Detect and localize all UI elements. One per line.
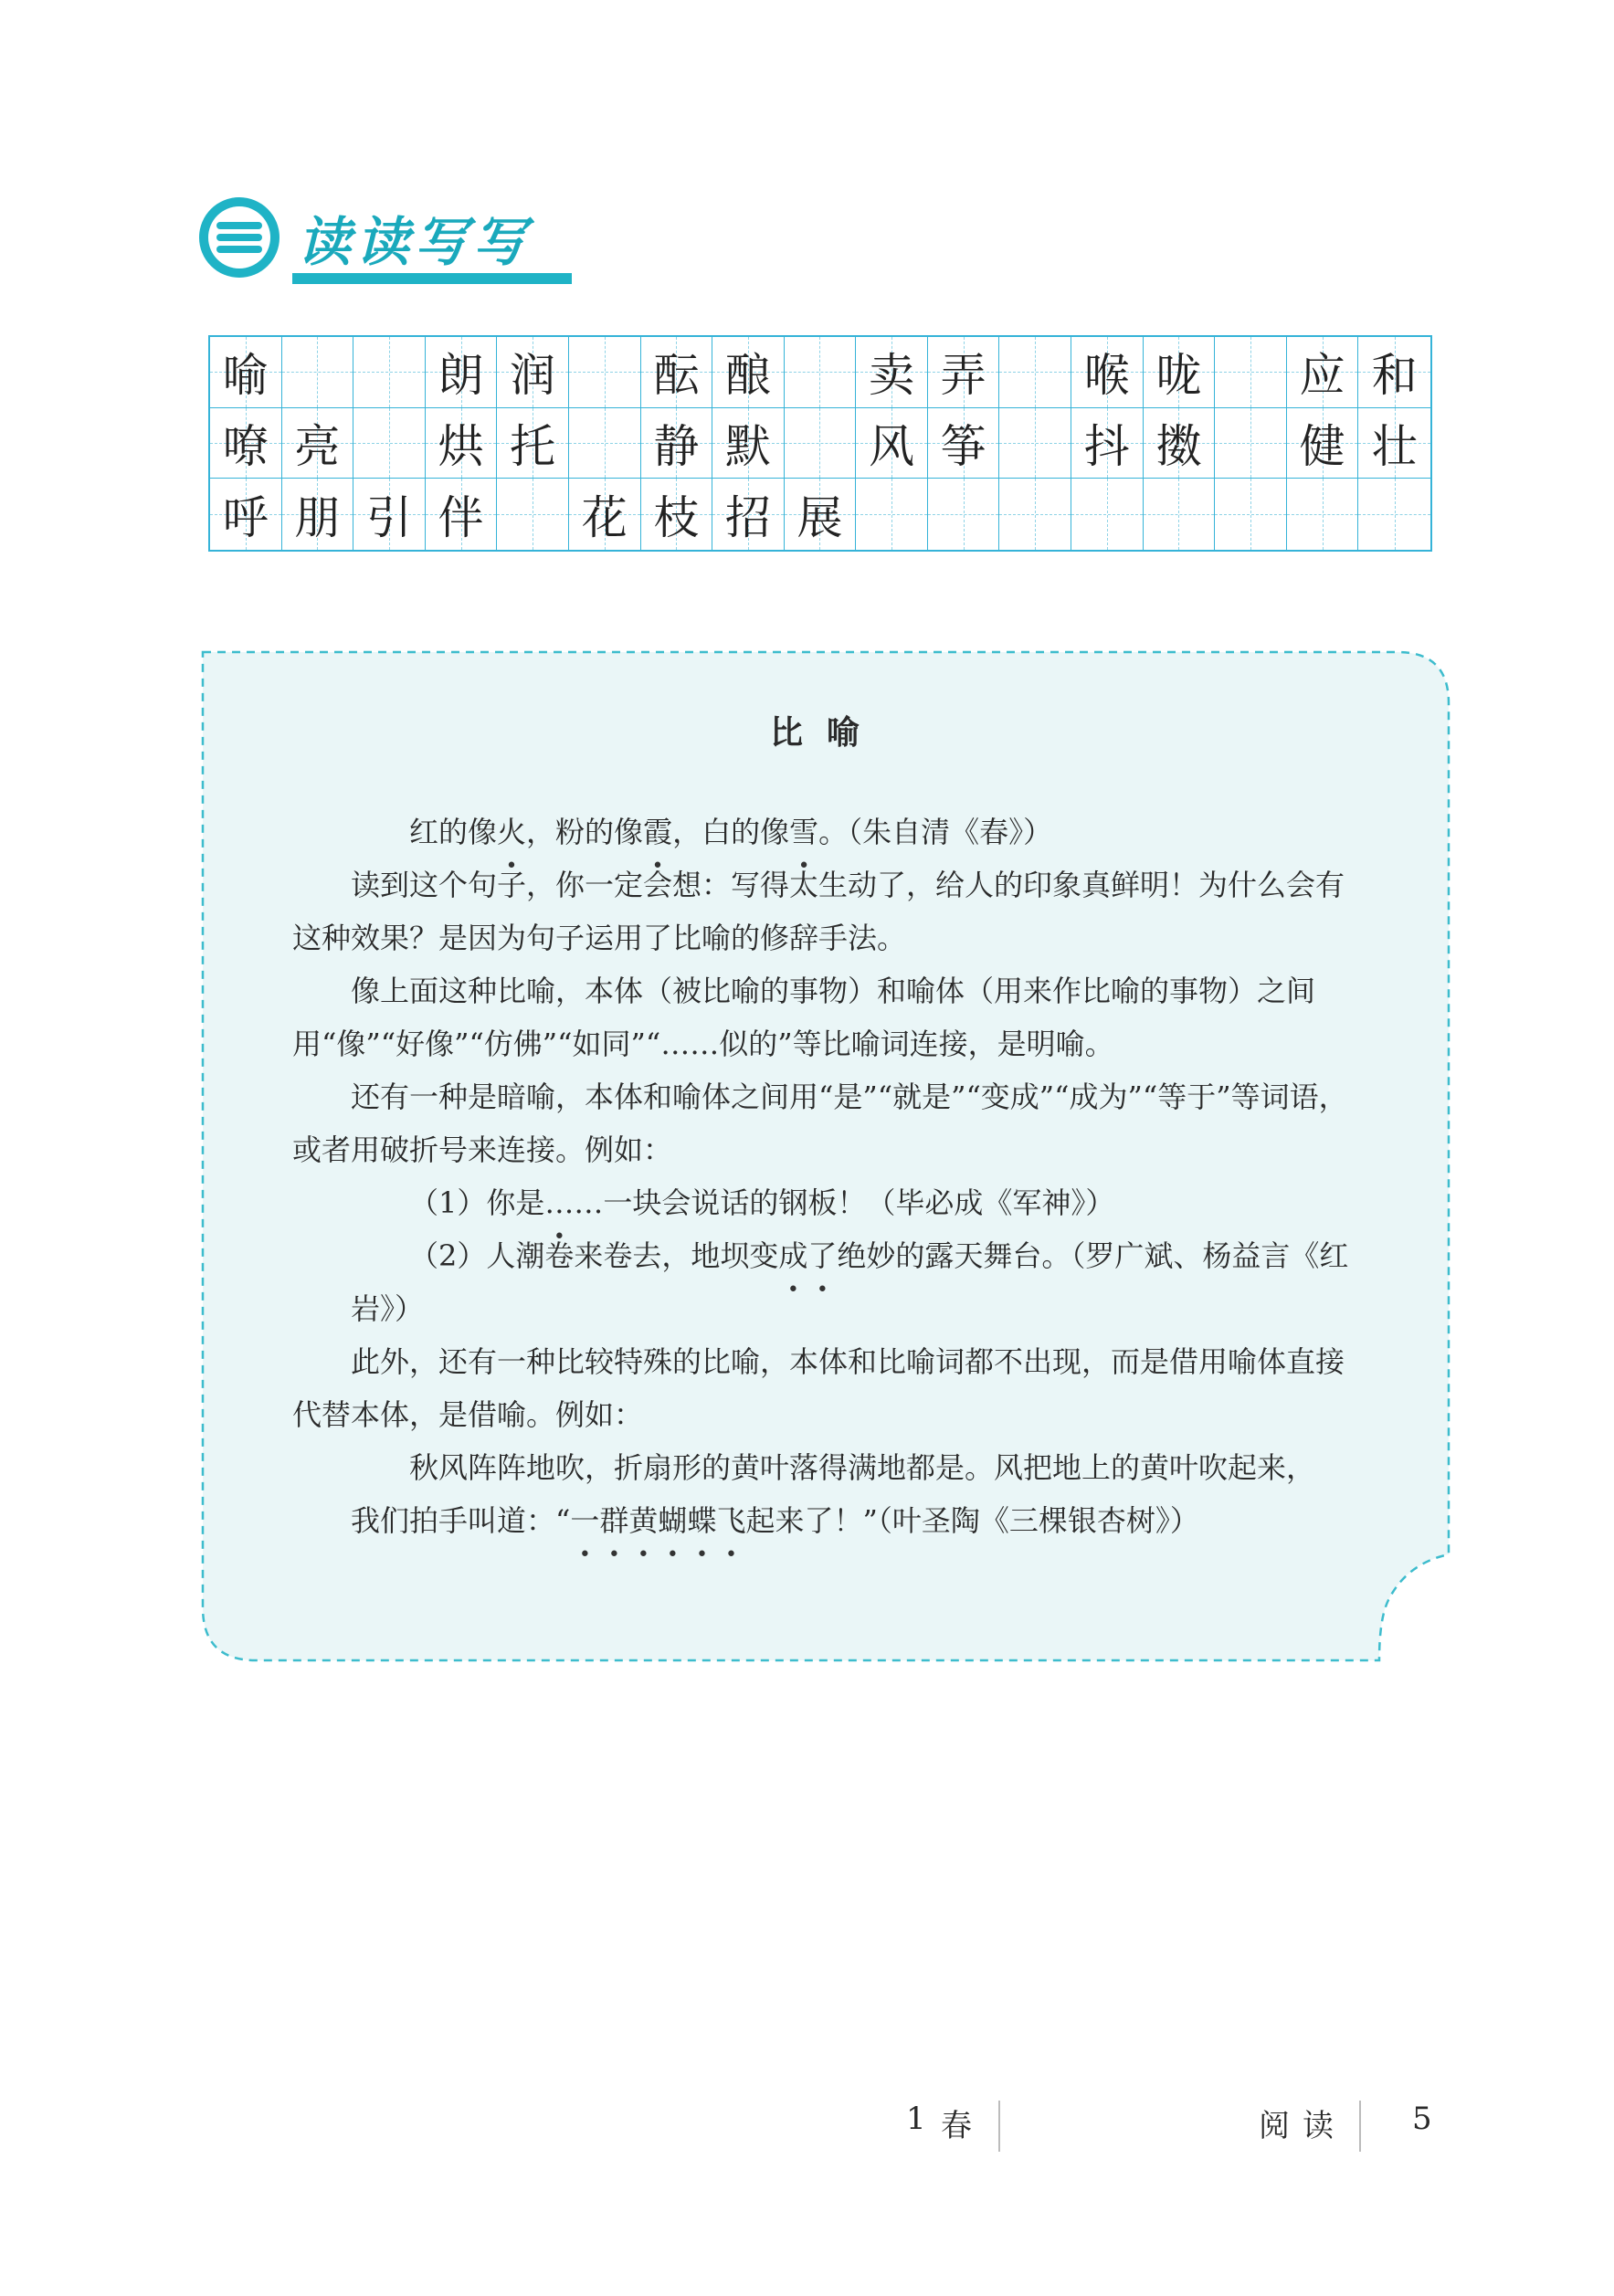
grid-character: 招 [724,491,771,545]
grid-cell [641,479,713,550]
info-box [201,650,1452,1664]
grid-cell [497,408,569,479]
grid-cell [353,337,426,408]
grid-character: 朋 [294,491,341,545]
grid-cell [1287,479,1359,550]
grid-character: 亮 [294,419,341,473]
grid-cell [497,337,569,408]
grid-cell [712,337,785,408]
footer-divider [1359,2101,1361,2152]
grid-cell [785,479,857,550]
paragraph-intro: 读到这个句子，你一定会想：写得太生动了，给人的印象真鲜明！为什么会有这种效果？是因为句子运用了比喻的修辞手法。 [292,868,1345,955]
grid-cell [1215,337,1287,408]
box-title: 比喻 [769,714,883,752]
section-title-underline [292,273,572,284]
grid-character: 托 [510,419,556,473]
grid-cell [1071,337,1144,408]
grid-cell [928,408,1000,479]
grid-cell [282,479,354,550]
grid-cell [282,337,354,408]
grid-cell [210,337,282,408]
example-metaphor-1: （1）你是……一块会说话的钢板！（毕必成《军神》） [409,1185,1115,1220]
grid-cell [1144,408,1216,479]
grid-character: 咙 [1155,349,1202,403]
grid-cell [1144,337,1216,408]
grid-cell [1358,408,1430,479]
grid-character: 嘹 [222,419,269,473]
grid-character: 健 [1299,419,1345,473]
footer-divider [998,2101,1000,2152]
grid-cell [785,337,857,408]
grid-cell [1358,337,1430,408]
grid-character: 抖 [1083,419,1130,473]
grid-cell [712,408,785,479]
grid-character: 弄 [940,349,986,403]
grid-character: 酿 [724,349,771,403]
grid-cell [785,408,857,479]
grid-character: 擞 [1155,419,1202,473]
grid-cell [1071,408,1144,479]
grid-cell [210,408,282,479]
grid-cell [856,408,928,479]
grid-cell [928,479,1000,550]
grid-character: 朗 [438,349,484,403]
box-content [292,806,1368,1547]
section-title: 读读写写 [298,211,533,273]
grid-character: 喉 [1083,349,1130,403]
grid-cell [426,408,498,479]
grid-cell [569,337,641,408]
paragraph-simile: 像上面这种比喻，本体（被比喻的事物）和喻体（用来作比喻的事物）之间用“像”“好像”“仿佛”“如同”“……似的”等比喻词连接，是明喻。 [292,974,1316,1061]
grid-character: 润 [510,349,556,403]
grid-cell [856,337,928,408]
grid-cell [426,479,498,550]
page-number: 5 [1412,2101,1432,2137]
grid-cell [1071,479,1144,550]
example-metonymy-line1: 秋风阵阵地吹，折扇形的黄叶落得满地都是。风把地上的黄叶吹起来， [409,1450,1316,1485]
grid-cell [999,479,1071,550]
grid-cell [1215,479,1287,550]
footer-lesson-number: 1 [906,2101,926,2137]
grid-character: 筝 [940,419,986,473]
grid-cell [1215,408,1287,479]
paragraph-metonymy: 此外，还有一种比较特殊的比喻，本体和比喻词都不出现，而是借用喻体直接代替本体，是借喻。例如： [292,1344,1345,1432]
grid-character: 和 [1371,349,1418,403]
footer-unit: 阅读 [1259,2108,1346,2144]
grid-character: 壮 [1371,419,1418,473]
section-heading [199,194,583,294]
grid-cell [353,408,426,479]
grid-character: 默 [724,419,771,473]
grid-cell [999,337,1071,408]
grid-character: 引 [365,491,412,545]
grid-cell [712,479,785,550]
grid-cell [497,479,569,550]
grid-cell [353,479,426,550]
grid-character: 枝 [653,491,700,545]
grid-character: 展 [796,491,843,545]
grid-cell [1287,337,1359,408]
example-simile: 红的像火，粉的像霞，白的像雪。（朱自清《春》） [409,815,1053,849]
grid-cell [1287,408,1359,479]
grid-cell [1144,479,1216,550]
grid-cell [569,408,641,479]
grid-cell [999,408,1071,479]
section-number-icon [199,197,280,278]
example-metonymy-line2: 我们拍手叫道：“一群黄蝴蝶飞起来了！”（叶圣陶《三棵银杏树》） [351,1503,1199,1538]
grid-cell [928,337,1000,408]
grid-character: 喻 [222,349,269,403]
grid-cell [641,337,713,408]
grid-cell [210,479,282,550]
grid-cell [641,408,713,479]
grid-character: 酝 [653,349,700,403]
grid-cell [282,408,354,479]
grid-cell [1358,479,1430,550]
grid-character: 花 [581,491,628,545]
paragraph-metaphor: 还有一种是暗喻，本体和喻体之间用“是”“就是”“变成”“成为”“等于”等词语，或者用破折号来连接。例如： [292,1080,1348,1167]
example-metaphor-2: （2）人潮卷来卷去，地坝变成了绝妙的露天舞台。（罗广斌、杨益言《红岩》） [351,1238,1349,1326]
grid-character: 卖 [869,349,915,403]
character-grid [208,335,1432,552]
grid-cell [426,337,498,408]
grid-character: 呼 [222,491,269,545]
grid-character: 风 [869,419,915,473]
footer-lesson-title: 春 [941,2108,972,2144]
grid-character: 应 [1299,349,1345,403]
grid-character: 伴 [438,491,484,545]
grid-character: 烘 [438,419,484,473]
grid-cell [856,479,928,550]
grid-character: 静 [653,419,700,473]
grid-cell [569,479,641,550]
